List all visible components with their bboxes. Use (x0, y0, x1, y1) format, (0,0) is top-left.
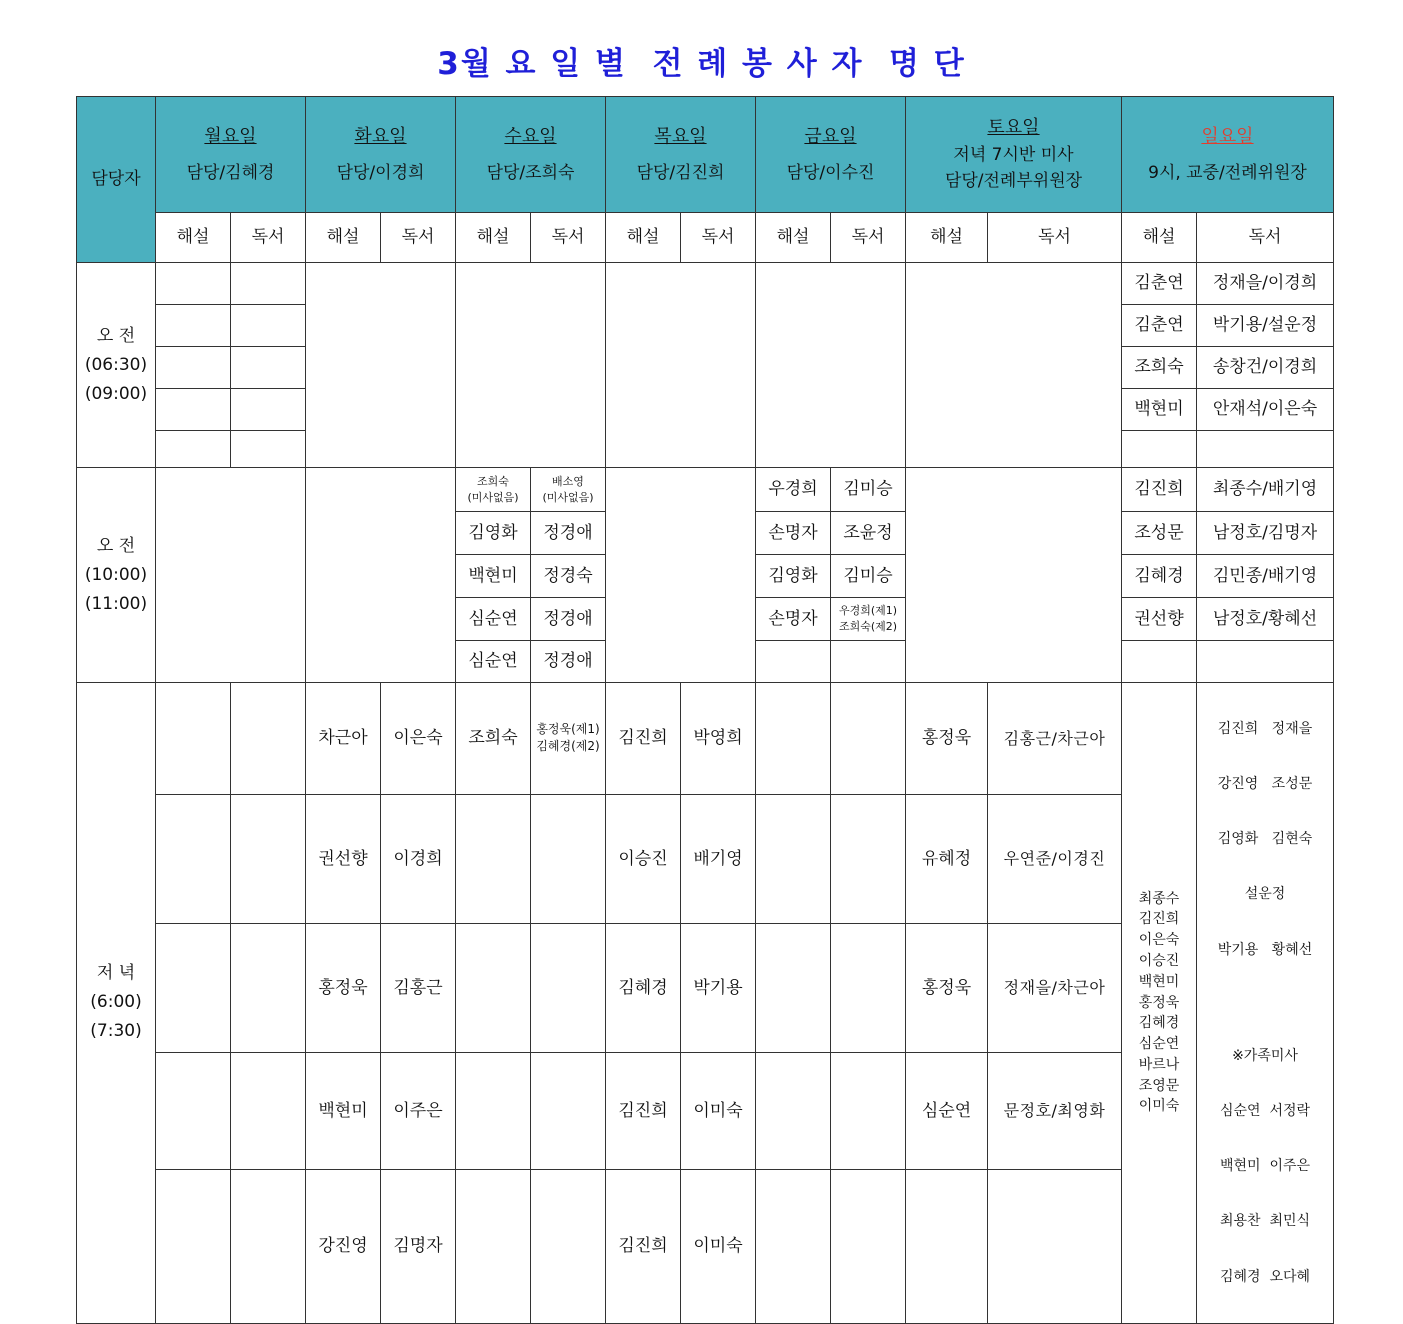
empty-cell (831, 794, 906, 923)
commentator-cell: 권선향 (1122, 598, 1197, 641)
empty-block (906, 263, 1122, 468)
page-title: 3월 요 일 별 전 례 봉 사 자 명 단 (437, 46, 966, 82)
empty-cell (756, 1053, 831, 1170)
day-manager: 담당/이수진 (786, 163, 875, 184)
empty-cell (156, 389, 231, 431)
empty-cell (231, 683, 306, 795)
commentator-cell: 우경희 (756, 468, 831, 512)
list-item: 심순연 서정락 (1219, 1102, 1311, 1119)
role-header: 독서 (381, 213, 456, 263)
reader-cell: 이미숙 (681, 1169, 756, 1323)
empty-cell (456, 794, 531, 923)
commentator-cell: 김춘연 (1122, 305, 1197, 347)
list-item: 강진영 조성문 (1217, 776, 1313, 793)
reader-cell: 이은숙 (381, 683, 456, 795)
role-header: 해설 (606, 213, 681, 263)
empty-cell (456, 1053, 531, 1170)
reader-cell: 이주은 (381, 1053, 456, 1170)
list-item: 백현미 (1138, 973, 1180, 990)
reader-cell: 정경애 (531, 512, 606, 555)
empty-cell (231, 305, 306, 347)
commentator-cell: 심순연 (456, 641, 531, 683)
commentator-cell: 손명자 (756, 598, 831, 641)
day-manager: 담당/이경희 (336, 163, 425, 184)
day-header-wed (456, 97, 606, 213)
day-name: 토요일 (987, 117, 1040, 139)
empty-cell (231, 1053, 306, 1170)
list-item: 이승진 (1138, 952, 1180, 969)
commentator-cell: 백현미 (456, 555, 531, 598)
reader-cell: 정경애 (531, 641, 606, 683)
empty-cell (456, 1169, 531, 1323)
reader-cell: 정재을/이경희 (1197, 263, 1334, 305)
empty-cell (156, 347, 231, 389)
family-mass-note: ※가족미사 (1232, 1047, 1298, 1064)
commentator-cell: 이승진 (606, 794, 681, 923)
commentator-list (1122, 889, 1196, 1118)
empty-block (906, 468, 1122, 683)
role-header: 독서 (988, 213, 1122, 263)
empty-cell (231, 431, 306, 468)
empty-cell (531, 794, 606, 923)
reader-cell (1197, 431, 1334, 468)
commentator-cell: 차근아 (306, 683, 381, 795)
commentator-cell (1122, 641, 1197, 683)
reader-cell: 남정호/황혜선 (1197, 598, 1334, 641)
reader-cell: 김미승 (831, 468, 906, 512)
day-name: 목요일 (654, 125, 707, 147)
list-item: 홍정욱 (1138, 994, 1180, 1011)
period-label-morning1 (77, 263, 156, 468)
commentator-cell: 홍정욱 (906, 923, 988, 1052)
period-time: (06:30) (84, 354, 148, 375)
list-item: 백현미 이주은 (1219, 1158, 1311, 1175)
reader-cell: 정재을/차근아 (988, 923, 1122, 1052)
empty-cell (831, 1053, 906, 1170)
empty-block (606, 263, 756, 468)
commentator-cell: 김진희 (606, 1053, 681, 1170)
commentator-cell: 권선향 (306, 794, 381, 923)
list-item: 김진희 (1138, 911, 1180, 928)
list-item: 김혜경 오다혜 (1219, 1268, 1311, 1285)
day-name: 일요일 (1201, 125, 1254, 147)
commentator-cell: 백현미 (1122, 389, 1197, 431)
period-name: 저 녁 (96, 963, 136, 984)
list-item: 김혜경 (1138, 1015, 1180, 1032)
empty-cell (156, 683, 231, 795)
commentator-cell: 김진희 (606, 1169, 681, 1323)
period-time: (6:00) (90, 992, 142, 1013)
empty-cell (231, 923, 306, 1052)
empty-cell (231, 263, 306, 305)
empty-cell (831, 1169, 906, 1323)
role-header: 독서 (531, 213, 606, 263)
list-item: 설운정 (1244, 886, 1286, 903)
empty-cell (156, 923, 231, 1052)
role-header: 독서 (1197, 213, 1334, 263)
reader-cell: 문정호/최영화 (988, 1053, 1122, 1170)
list-item: 조영문 (1138, 1077, 1180, 1094)
reader-cell: 정경숙 (531, 555, 606, 598)
role-header: 해설 (156, 213, 231, 263)
role-header: 해설 (906, 213, 988, 263)
empty-block (306, 263, 456, 468)
day-header-sat (906, 97, 1122, 213)
commentator-cell: 김춘연 (1122, 263, 1197, 305)
day-name: 금요일 (804, 125, 857, 147)
day-header-fri (756, 97, 906, 213)
reader-cell: 김홍근/차근아 (988, 683, 1122, 795)
empty-cell (156, 431, 231, 468)
empty-cell (231, 347, 306, 389)
reader-cell: 김미승 (831, 555, 906, 598)
empty-block (456, 263, 606, 468)
empty-cell (531, 1169, 606, 1323)
day-header-sun (1122, 97, 1334, 213)
empty-cell (531, 1053, 606, 1170)
list-item: 최종수 (1138, 890, 1180, 907)
commentator-cell: 심순연 (456, 598, 531, 641)
day-manager: 9시, 교중/전례위원장 (1148, 163, 1307, 184)
role-header: 해설 (1122, 213, 1197, 263)
day-manager: 담당/조희숙 (486, 163, 575, 184)
commentator-cell: 김혜경 (1122, 555, 1197, 598)
list-item: 김영화 김현숙 (1217, 831, 1313, 848)
reader-cell: 우연준/이경진 (988, 794, 1122, 923)
commentator-cell: 김영화 (456, 512, 531, 555)
empty-cell (756, 794, 831, 923)
reader-cell (831, 641, 906, 683)
day-name: 화요일 (354, 125, 407, 147)
reader-list (1197, 683, 1333, 1323)
commentator-cell: 강진영 (306, 1169, 381, 1323)
empty-cell (756, 1169, 831, 1323)
reader-cell: 박기용/설운정 (1197, 305, 1334, 347)
commentator-cell: 김진희 (1122, 468, 1197, 512)
reader-cell: 조윤정 (831, 512, 906, 555)
list-item: 이은숙 (1138, 932, 1180, 949)
empty-block (756, 263, 906, 468)
empty-block (606, 468, 756, 683)
list-item: 김진희 정재을 (1217, 720, 1313, 737)
commentator-cell: 홍정욱 (906, 683, 988, 795)
reader-cell (988, 1169, 1122, 1323)
reader-cell: 김명자 (381, 1169, 456, 1323)
commentator-cell: 손명자 (756, 512, 831, 555)
reader-cell: 이미숙 (681, 1053, 756, 1170)
commentator-cell: 조성문 (1122, 512, 1197, 555)
role-header: 해설 (456, 213, 531, 263)
commentator-cell (1122, 431, 1197, 468)
empty-cell (156, 794, 231, 923)
reader-cell: 송창건/이경희 (1197, 347, 1334, 389)
day-manager: 담당/김혜경 (186, 163, 275, 184)
reader-cell: 이경희 (381, 794, 456, 923)
empty-cell (231, 1169, 306, 1323)
commentator-cell: 조희숙 (미사없음) (456, 468, 531, 512)
role-header: 해설 (756, 213, 831, 263)
empty-block (156, 468, 306, 683)
commentator-cell: 유혜정 (906, 794, 988, 923)
empty-cell (156, 1053, 231, 1170)
list-item: 이미숙 (1138, 1098, 1180, 1115)
period-time: (10:00) (84, 564, 148, 585)
day-manager: 담당/김진희 (636, 163, 725, 184)
commentator-cell: 김혜경 (606, 923, 681, 1052)
day-manager: 담당/전례부위원장 (944, 171, 1083, 192)
day-mass-time: 저녁 7시반 미사 (953, 144, 1074, 165)
role-header: 독서 (681, 213, 756, 263)
day-name: 수요일 (504, 125, 557, 147)
empty-cell (756, 923, 831, 1052)
reader-cell: 김민종/배기영 (1197, 555, 1334, 598)
period-name: 오 전 (96, 535, 136, 556)
empty-cell (231, 794, 306, 923)
empty-cell (156, 305, 231, 347)
role-header: 독서 (231, 213, 306, 263)
empty-cell (831, 683, 906, 795)
reader-cell: 남정호/김명자 (1197, 512, 1334, 555)
sun-evening-commentators (1122, 683, 1197, 1324)
day-header-mon (156, 97, 306, 213)
reader-cell: 우경희(제1) 조희숙(제2) (831, 598, 906, 641)
reader-cell: 안재석/이은숙 (1197, 389, 1334, 431)
commentator-cell: 김영화 (756, 555, 831, 598)
day-name: 월요일 (204, 125, 257, 147)
empty-cell (831, 923, 906, 1052)
reader-cell: 박기용 (681, 923, 756, 1052)
commentator-cell: 백현미 (306, 1053, 381, 1170)
reader-cell: 최종수/배기영 (1197, 468, 1334, 512)
empty-cell (531, 923, 606, 1052)
reader-cell: 정경애 (531, 598, 606, 641)
manager-header: 담당자 (77, 97, 156, 263)
empty-cell (456, 923, 531, 1052)
commentator-cell (756, 641, 831, 683)
reader-cell: 김홍근 (381, 923, 456, 1052)
day-header-thu (606, 97, 756, 213)
list-item: 박기용 황혜선 (1217, 941, 1313, 958)
reader-cell: 홍정욱(제1) 김혜경(제2) (531, 683, 606, 795)
commentator-cell: 심순연 (906, 1053, 988, 1170)
period-time: (11:00) (84, 593, 148, 614)
commentator-cell (906, 1169, 988, 1323)
empty-cell (156, 263, 231, 305)
role-header: 해설 (306, 213, 381, 263)
commentator-cell: 조희숙 (456, 683, 531, 795)
commentator-cell: 김진희 (606, 683, 681, 795)
role-header: 독서 (831, 213, 906, 263)
reader-cell (1197, 641, 1334, 683)
period-label-evening (77, 683, 156, 1324)
list-item: 바르나 (1138, 1056, 1180, 1073)
period-time: (09:00) (84, 383, 148, 404)
period-label-morning2 (77, 468, 156, 683)
empty-cell (156, 1169, 231, 1323)
empty-cell (231, 389, 306, 431)
list-spacer (1197, 996, 1333, 1010)
list-item: 최용찬 최민식 (1219, 1213, 1311, 1230)
list-item: 심순연 (1138, 1036, 1180, 1053)
empty-block (306, 468, 456, 683)
reader-cell: 배기영 (681, 794, 756, 923)
sun-evening-readers (1197, 683, 1334, 1324)
period-name: 오 전 (96, 325, 136, 346)
commentator-cell: 홍정욱 (306, 923, 381, 1052)
day-header-tue (306, 97, 456, 213)
empty-cell (756, 683, 831, 795)
schedule-table (76, 96, 1334, 1324)
reader-cell: 배소영 (미사없음) (531, 468, 606, 512)
commentator-cell: 조희숙 (1122, 347, 1197, 389)
reader-cell: 박영희 (681, 683, 756, 795)
period-time: (7:30) (90, 1021, 142, 1042)
